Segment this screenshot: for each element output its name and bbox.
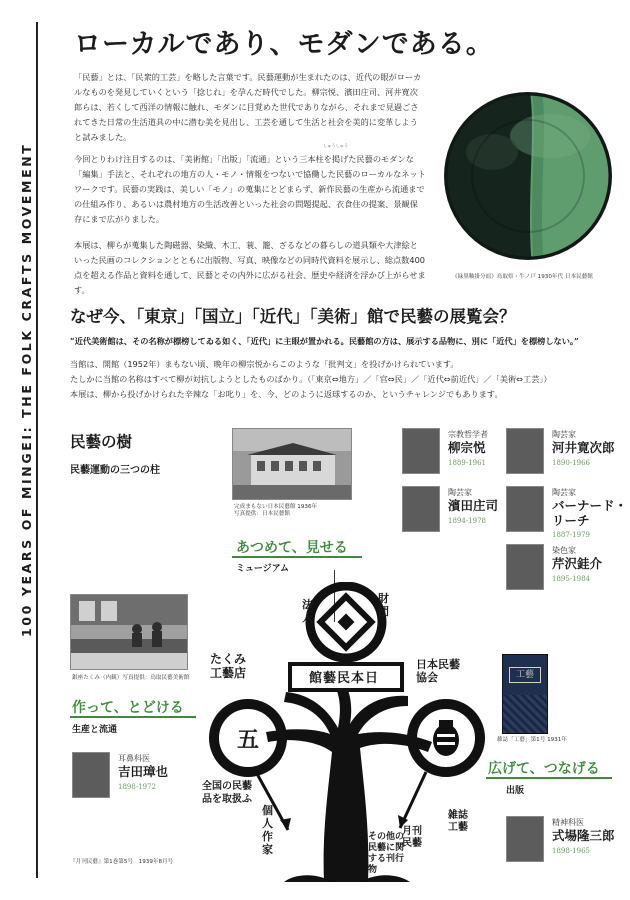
name-hamada: 濱田庄司 <box>448 498 499 513</box>
role-yanagi: 宗教哲学者 <box>448 430 488 439</box>
years-yoshida: 1898-1972 <box>118 783 156 791</box>
print-right-text-3: 雑誌工藝 <box>448 810 468 833</box>
name-serizawa: 芹沢銈介 <box>552 556 603 571</box>
print-left-crest: 五 <box>236 727 259 753</box>
print-top-left: 法人 <box>302 598 313 624</box>
portrait-yanagi <box>402 428 440 474</box>
magazine-cover <box>502 654 548 734</box>
name-leach-line-1: バーナード・ <box>552 498 628 513</box>
museum-caption-2: 写真提供：日本民藝館 <box>234 511 290 517</box>
role-serizawa: 染色家 <box>552 546 576 555</box>
pillar-production-heading: 作って、とどける <box>72 700 184 716</box>
years-yanagi: 1889-1961 <box>448 459 486 467</box>
museum-caption-1: 完成まもない日本民藝館 1936年 <box>234 504 318 510</box>
body2-line-2: たしかに当館の名称はすべて柳が対抗しようとしたものばかり。（「東京⇔地方」／「官⇔民」／「近代⇔前近代」／「美術⇔工芸」） <box>70 374 552 384</box>
shop-photo <box>70 594 188 670</box>
print-right-branch-label: 日本民藝協会 <box>416 658 460 684</box>
role-hamada: 陶芸家 <box>448 488 472 497</box>
years-leach: 1887-1979 <box>552 531 590 539</box>
portrait-hamada <box>402 486 440 532</box>
bowl-caption: 《緑黒釉掛分皿》鳥取県・牛ノ戸 1930年代 日本民藝館 <box>452 274 593 280</box>
tree-title: 民藝の樹 <box>70 432 133 451</box>
portrait-yoshida <box>72 752 110 798</box>
pillar-publishing-label: 出版 <box>506 786 525 796</box>
role-shikiba: 精神科医 <box>552 818 584 827</box>
magazine-title: 工藝 <box>509 667 541 683</box>
print-right-text-2: その他の民藝に関する刊行物 <box>368 832 405 875</box>
name-shikiba: 式場隆三郎 <box>552 828 615 843</box>
pillar-museum-heading: あつめて、見せる <box>236 540 348 556</box>
print-caption: 『月刊民藝』第1巻第5号 1939年8月号 <box>70 859 174 865</box>
museum-photo <box>232 428 352 500</box>
ruby-annotation: しゅうしゅう <box>323 143 349 148</box>
portrait-leach <box>506 486 544 532</box>
bowl-image <box>440 92 616 268</box>
vertical-title: 100 YEARS OF MINGEI: THE FOLK CRAFTS MOVEMENT <box>19 142 34 637</box>
print-shop-label: たくみ工藝店 <box>210 652 247 680</box>
role-kawai: 陶芸家 <box>552 430 576 439</box>
intro-paragraph-2: 今回とりわけ注目するのは、「美術館」「出版」「流通」という三本柱を掲げた民藝のモダンな「編集」手法と、それぞれの地方の人・モノ・情報をつないで協働した民藝のローカルなネットワークです。民藝の実践は、美しい「モノ」の蒐集にとどまらず、新作民藝の生産から流通までの仕組み作り、あるいは農村地方の生活改善といった社会の問題提起、衣食住の提案、景観保存にまで広がりました。 <box>74 154 426 224</box>
years-shikiba: 1898-1965 <box>552 847 590 855</box>
years-kawai: 1890-1966 <box>552 459 590 467</box>
magazine-pattern <box>503 695 547 733</box>
pillar-production-rule <box>70 716 196 718</box>
pillar-museum-label: ミュージアム <box>236 564 290 574</box>
section-subheading: なぜ今、「東京」「国立」「近代」「美術」館で民藝の展覧会？ <box>70 307 516 326</box>
body2-line-3: 本展は、柳から投げかけられた辛辣な「お叱り」を、今、どのように返球するのか、というチャレンジでもあります。 <box>70 389 503 399</box>
yanagi-quote: “近代美術館は、その名称が標榜してゐる如く、「近代」に主眼が置かれる。民藝館の方は、展示する品物に、別に「近代」を標榜しない。” <box>70 336 579 346</box>
name-leach-line-2: リーチ <box>552 513 590 528</box>
portrait-serizawa <box>506 544 544 590</box>
name-yanagi: 柳宗悦 <box>448 440 486 455</box>
intro-paragraph-1: 「民藝」とは、「民衆的工芸」を略した言葉です。民藝運動が生まれたのは、近代の眼がローカルなものを発見していくという「捻じれ」を孕んだ時代でした。柳宗悦、濱田庄司、河井寛次郎らは、若くして西洋の情報に触れ、モダンに目覚めた世代でありながら、それまで見過ごされてきた日常の生活道具の中に潜む美を見出し、工芸を通して生活と社会を美的に変革しようと試みました。 <box>74 72 422 142</box>
intro-paragraph-3: 本展は、柳らが蒐集した陶磁器、染織、木工、蓑、籠、ざるなどの暮らしの道具類や大津絵といった民画のコレクションとともに出版物、写真、映像などの同時代資料を展示し、総点数400点を超える作品と資料を通して、民藝とその内外に広がる社会、歴史や経済を浮かび上がらせます。 <box>74 240 426 295</box>
name-kawai: 河井寛次郎 <box>552 440 615 455</box>
years-hamada: 1894-1978 <box>448 517 486 525</box>
pillar-publishing-heading: 広げて、つなげる <box>488 761 600 777</box>
pillar-publishing-rule <box>486 777 612 779</box>
shop-caption: 銀座たくみ（内観）写真提供：鳥取民藝美術館 <box>72 675 190 681</box>
years-serizawa: 1895-1984 <box>552 575 590 583</box>
print-top-right: 財団 <box>378 592 389 618</box>
print-left-branch-text: 全国の民藝品を取扱ふ <box>202 781 252 805</box>
magazine-caption: 雑誌「工藝」第1号 1931年 <box>497 737 567 743</box>
role-yoshida: 耳鼻科医 <box>118 754 150 763</box>
role-leach: 陶芸家 <box>552 488 576 497</box>
page-title: ローカルであり、モダンである。 <box>74 29 494 60</box>
portrait-kawai <box>506 428 544 474</box>
name-yoshida: 吉田璋也 <box>118 764 169 779</box>
pillar-production-label: 生産と流通 <box>72 725 118 735</box>
tree-subtitle: 民藝運動の三つの柱 <box>70 465 160 476</box>
portrait-shikiba <box>506 816 544 862</box>
print-banner-text: 館藝民本日 <box>308 671 379 686</box>
pillar-museum-rule <box>232 556 362 558</box>
body2-line-1: 当館は、開館（1952年）まもない頃、晩年の柳宗悦からこのような「批判文」を投げかけられています。 <box>70 359 459 369</box>
print-left-root-text: 個人作家 <box>262 804 273 856</box>
print-right-text-1: 月刊民藝 <box>402 826 422 849</box>
